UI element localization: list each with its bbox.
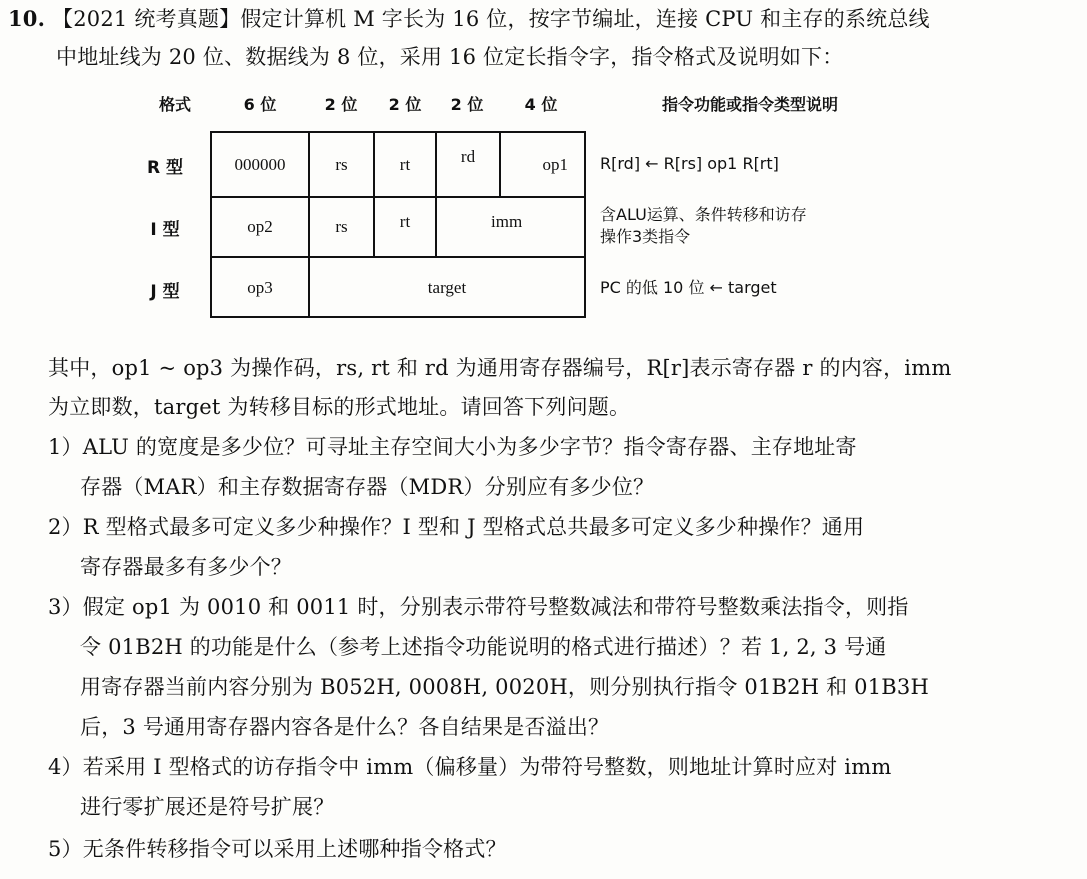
- subquestion-4-line-1: 4）若采用 I 型格式的访存指令中 imm（偏移量）为带符号整数，则地址计算时应对 imm: [48, 755, 892, 779]
- i-type-imm-cell: imm: [491, 212, 523, 231]
- header-4-bit: 4 位: [524, 95, 558, 114]
- header-2-bit-c: 2 位: [450, 95, 484, 114]
- j-type-opcode-cell: op3: [247, 278, 273, 297]
- header-6-bit: 6 位: [243, 95, 277, 114]
- i-type-description-line-1: 含ALU运算、条件转移和访存: [600, 205, 807, 224]
- subquestion-3-line-3: 用寄存器当前内容分别为 B052H, 0008H, 0020H，则分别执行指令 01B2H 和 01B3H: [80, 675, 929, 699]
- i-type-description-line-2: 操作3类指令: [600, 227, 691, 246]
- r-type-rd-cell: rd: [460, 146, 476, 166]
- question-intro-line-2: [56, 42, 843, 72]
- i-type-rs-cell: rs: [335, 217, 348, 236]
- subquestion-3-line-1: 3）假定 op1 为 0010 和 0011 时，分别表示带符号整数减法和带符号整数乘法指令，则指: [48, 595, 909, 619]
- question-intro-line-1: [8, 4, 930, 34]
- row-label-r-type: R 型: [146, 158, 183, 178]
- body-line: 其中，op1 ~ op3 为操作码，rs, rt 和 rd 为通用寄存器编号，R[r]表示寄存器 r 的内容，imm: [48, 356, 952, 380]
- subquestion-2-line-2: 寄存器最多有多少个？: [80, 555, 292, 579]
- subquestion-3-line-2: 令 01B2H 的功能是什么（参考上述指令功能说明的格式进行描述）？若 1, 2, 3 号通: [80, 635, 887, 659]
- body-line: 为立即数，target 为转移目标的形式地址。请回答下列问题。: [48, 395, 631, 419]
- header-description: 指令功能或指令类型说明: [661, 95, 838, 114]
- subquestion-3-line-4: 后，3 号通用寄存器内容各是什么？各自结果是否溢出？: [80, 715, 610, 739]
- row-label-i-type: I 型: [150, 220, 180, 240]
- subquestion-2-line-1: 2）R 型格式最多可定义多少种操作？I 型和 J 型格式总共最多可定义多少种操作？通用: [48, 515, 865, 539]
- header-2-bit-a: 2 位: [324, 95, 358, 114]
- instruction-format-table: [210, 131, 586, 318]
- i-type-opcode-cell: op2: [247, 217, 273, 236]
- j-type-description: PC 的低 10 位 ← target: [600, 278, 777, 297]
- question-intro-text-2: 中地址线为 20 位、数据线为 8 位，采用 16 位定长指令字，指令格式及说明如下：: [56, 45, 844, 69]
- row-label-j-type: J 型: [150, 282, 180, 302]
- header-format: 格式: [158, 95, 191, 114]
- r-type-rs-cell: rs: [335, 154, 348, 174]
- r-type-op1-cell: op1: [542, 154, 568, 174]
- r-type-rt-cell: rt: [399, 154, 411, 174]
- subquestion-5-line-1: 5）无条件转移指令可以采用上述哪种指令格式？: [48, 837, 507, 861]
- subquestion-1-line-1: 1）ALU 的宽度是多少位？可寻址主存空间大小为多少字节？指令寄存器、主存地址寄: [48, 435, 857, 459]
- r-type-opcode-cell: 000000: [234, 154, 286, 174]
- i-type-rt-cell: rt: [399, 212, 411, 231]
- header-2-bit-b: 2 位: [388, 95, 422, 114]
- subquestion-4-line-2: 进行零扩展还是符号扩展？: [80, 795, 335, 819]
- question-intro-text-1: 【2021 统考真题】假定计算机 M 字长为 16 位，按字节编址，连接 CPU 和主存的系统总线: [52, 7, 930, 31]
- question-number: 10.: [8, 6, 46, 31]
- subquestion-1-line-2: 存器（MAR）和主存数据寄存器（MDR）分别应有多少位？: [80, 475, 655, 499]
- j-type-target-cell: target: [427, 278, 467, 297]
- r-type-description: R[rd] ← R[rs] op1 R[rt]: [600, 154, 779, 173]
